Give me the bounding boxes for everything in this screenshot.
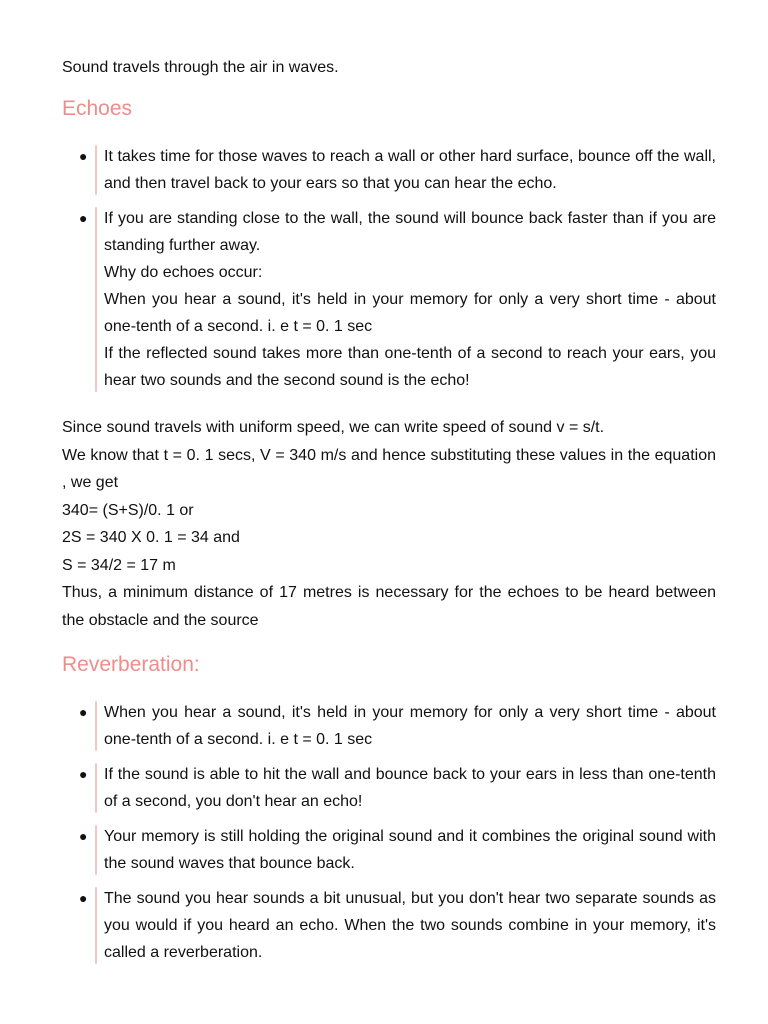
bullet-bar xyxy=(95,701,97,751)
derivation-line-2: We know that t = 0. 1 secs, V = 340 m/s and hence substituting these values in the equation , we get xyxy=(62,446,716,491)
bullet-icon: ● xyxy=(79,766,88,782)
list-item xyxy=(62,205,716,394)
list-item xyxy=(62,143,716,197)
bullet-icon: ● xyxy=(79,210,88,226)
bullet-icon: ● xyxy=(79,704,88,720)
derivation-block xyxy=(62,414,716,634)
why-echo-text-1: When you hear a sound, it's held in your memory for only a very short time - about one-tenth of a second. i. e t = 0. 1 sec xyxy=(104,291,716,335)
conclusion-text: Thus, a minimum distance of 17 metres is necessary for the echoes to be heard between the obstacle and the source xyxy=(62,584,716,629)
bullet-bar xyxy=(95,763,97,813)
bullet-icon: ● xyxy=(79,828,88,844)
bullet-bar xyxy=(95,887,97,964)
bullet-bar xyxy=(95,825,97,875)
echo-bullet-2-main: If you are standing close to the wall, the sound will bounce back faster than if you are standing further away. xyxy=(104,210,716,254)
equation-1: 340= (S+S)/0. 1 or xyxy=(62,501,194,519)
echoes-heading: Echoes xyxy=(62,97,133,120)
echoes-list xyxy=(62,143,716,402)
bullet-bar xyxy=(95,207,97,392)
rev-bullet-2-text: If the sound is able to hit the wall and bounce back to your ears in less than one-tenth of a second, you don't hear an echo! xyxy=(104,766,716,810)
equation-3: S = 34/2 = 17 m xyxy=(62,556,176,574)
why-echo-text-2: If the reflected sound takes more than one-tenth of a second to reach your ears, you hear two sounds and the second sound is the echo! xyxy=(104,345,716,389)
list-item xyxy=(62,699,716,753)
rev-bullet-4-text: The sound you hear sounds a bit unusual, but you don't hear two separate sounds as you would if you heard an echo. When the two sounds combine in your memory, it's called a reverberation. xyxy=(104,890,716,961)
list-item xyxy=(62,885,716,966)
intro-text: Sound travels through the air in waves. xyxy=(62,59,339,76)
reverberation-heading: Reverberation: xyxy=(62,653,200,676)
bullet-icon: ● xyxy=(79,148,88,164)
rev-bullet-1-text: When you hear a sound, it's held in your memory for only a very short time - about one-tenth of a second. i. e t = 0. 1 sec xyxy=(104,704,716,748)
echo-bullet-2-text xyxy=(104,205,716,394)
equation-2: 2S = 340 X 0. 1 = 34 and xyxy=(62,529,240,546)
reverberation-list xyxy=(62,699,716,974)
derivation-line-1: Since sound travels with uniform speed, we can write speed of sound v = s/t. xyxy=(62,419,605,436)
why-echo-title: Why do echoes occur: xyxy=(104,264,263,281)
bullet-bar xyxy=(95,145,97,195)
rev-bullet-3-text: Your memory is still holding the original sound and it combines the original sound with the sound waves that bounce back. xyxy=(104,828,716,872)
list-item xyxy=(62,823,716,877)
list-item xyxy=(62,761,716,815)
bullet-icon: ● xyxy=(79,890,88,906)
echo-bullet-1-text: It takes time for those waves to reach a wall or other hard surface, bounce off the wall, and then travel back to your ears so that you can hear the echo. xyxy=(104,148,716,192)
